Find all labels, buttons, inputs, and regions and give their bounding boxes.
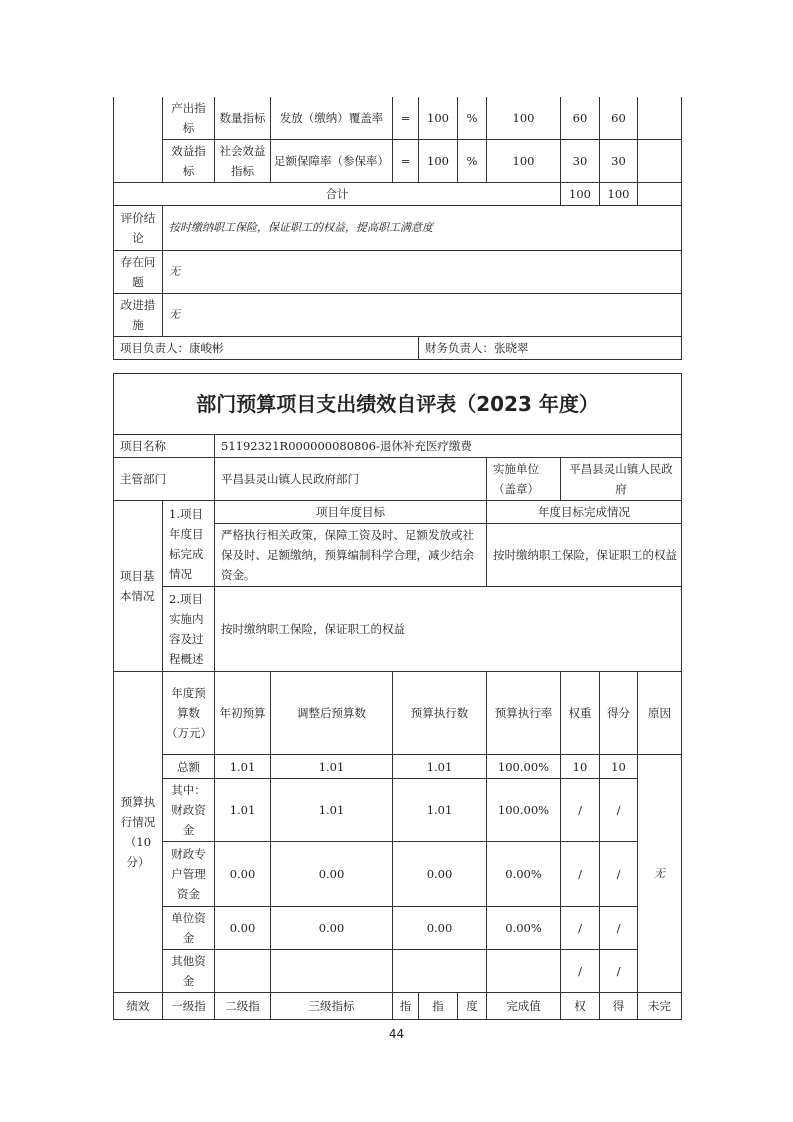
conclusion-row: 评价结论 按时缴纳职工保险，保证职工的权益，提高职工满意度	[114, 206, 682, 251]
indicator-table-continued	[113, 97, 682, 360]
table-row: 效益指标 社会效益指标 足额保障率（参保率） = 100 % 100 30 30	[114, 140, 682, 183]
improve-row: 改进措施 无	[114, 294, 682, 337]
budget-row: 财政专户管理资金 0.00 0.00 0.00 0.00% / /	[114, 842, 682, 907]
table-row: 产出指标 数量指标 发放（缴纳）覆盖率 = 100 % 100 60 60	[114, 97, 682, 140]
budget-row: 单位资金 0.00 0.00 0.00 0.00% / /	[114, 907, 682, 950]
budget-row: 其中：财政资金 1.01 1.01 1.01 100.00% / /	[114, 779, 682, 842]
signature-row: 项目负责人：康峻彬 财务负责人：张晓翠	[114, 337, 682, 360]
page-number: 44	[388, 1027, 405, 1041]
budget-header-row: 预算执行情况（10分） 年度预算数（万元） 年初预算 调整后预算数 预算执行数 预算执行率 权重 得分 原因	[114, 672, 682, 755]
budget-row: 其他资金 / /	[114, 950, 682, 993]
table-title: 部门预算项目支出绩效自评表（2023 年度）	[114, 374, 682, 435]
total-row: 合计 100 100	[114, 183, 682, 206]
self-evaluation-table: 部门预算项目支出绩效自评表（2023 年度） 项目名称 51192321R000000080806-退休补充医疗缴费 主管部门 平昌县灵山镇人民政府部门 实施单位（盖章） 平昌县灵山镇人民政府 项目基本情况 1.项目年度目标完成情况 项目年度目标 年度目标完成情况 严格执行相关政策，保障工资及时、足额发放或社保及时、足额缴纳，预算编制科学合理，减少结余资金。 按时缴纳职工保险，保证职工的权益 2.项目实施内容及过程概述 按时缴纳职工保险，保证职工的权益 预算执行情况（10分） 年度预算数（万元） 年初预算 调整后预算数 预算执行数 预算执行率 权重 得分 原因 总额 1.01 1.01 1.01 100.00% 10 10 无 其中：财政资金 1.01 1.01 1.01 100.00% / / 财政专户管理资金 0.00 0.00 0.00 0.00% / / 单位资金 0.00 0.00 0.00 0.00% / / 其他资金 / / 绩效 一级指 二级指 三级指标 指 指 度 完成值 权 得 未完	[113, 373, 682, 1020]
budget-row: 总额 1.01 1.01 1.01 100.00% 10 10 无	[114, 755, 682, 779]
problems-row: 存在问题 无	[114, 251, 682, 294]
performance-header-row: 绩效 一级指 二级指 三级指标 指 指 度 完成值 权 得 未完	[114, 993, 682, 1020]
